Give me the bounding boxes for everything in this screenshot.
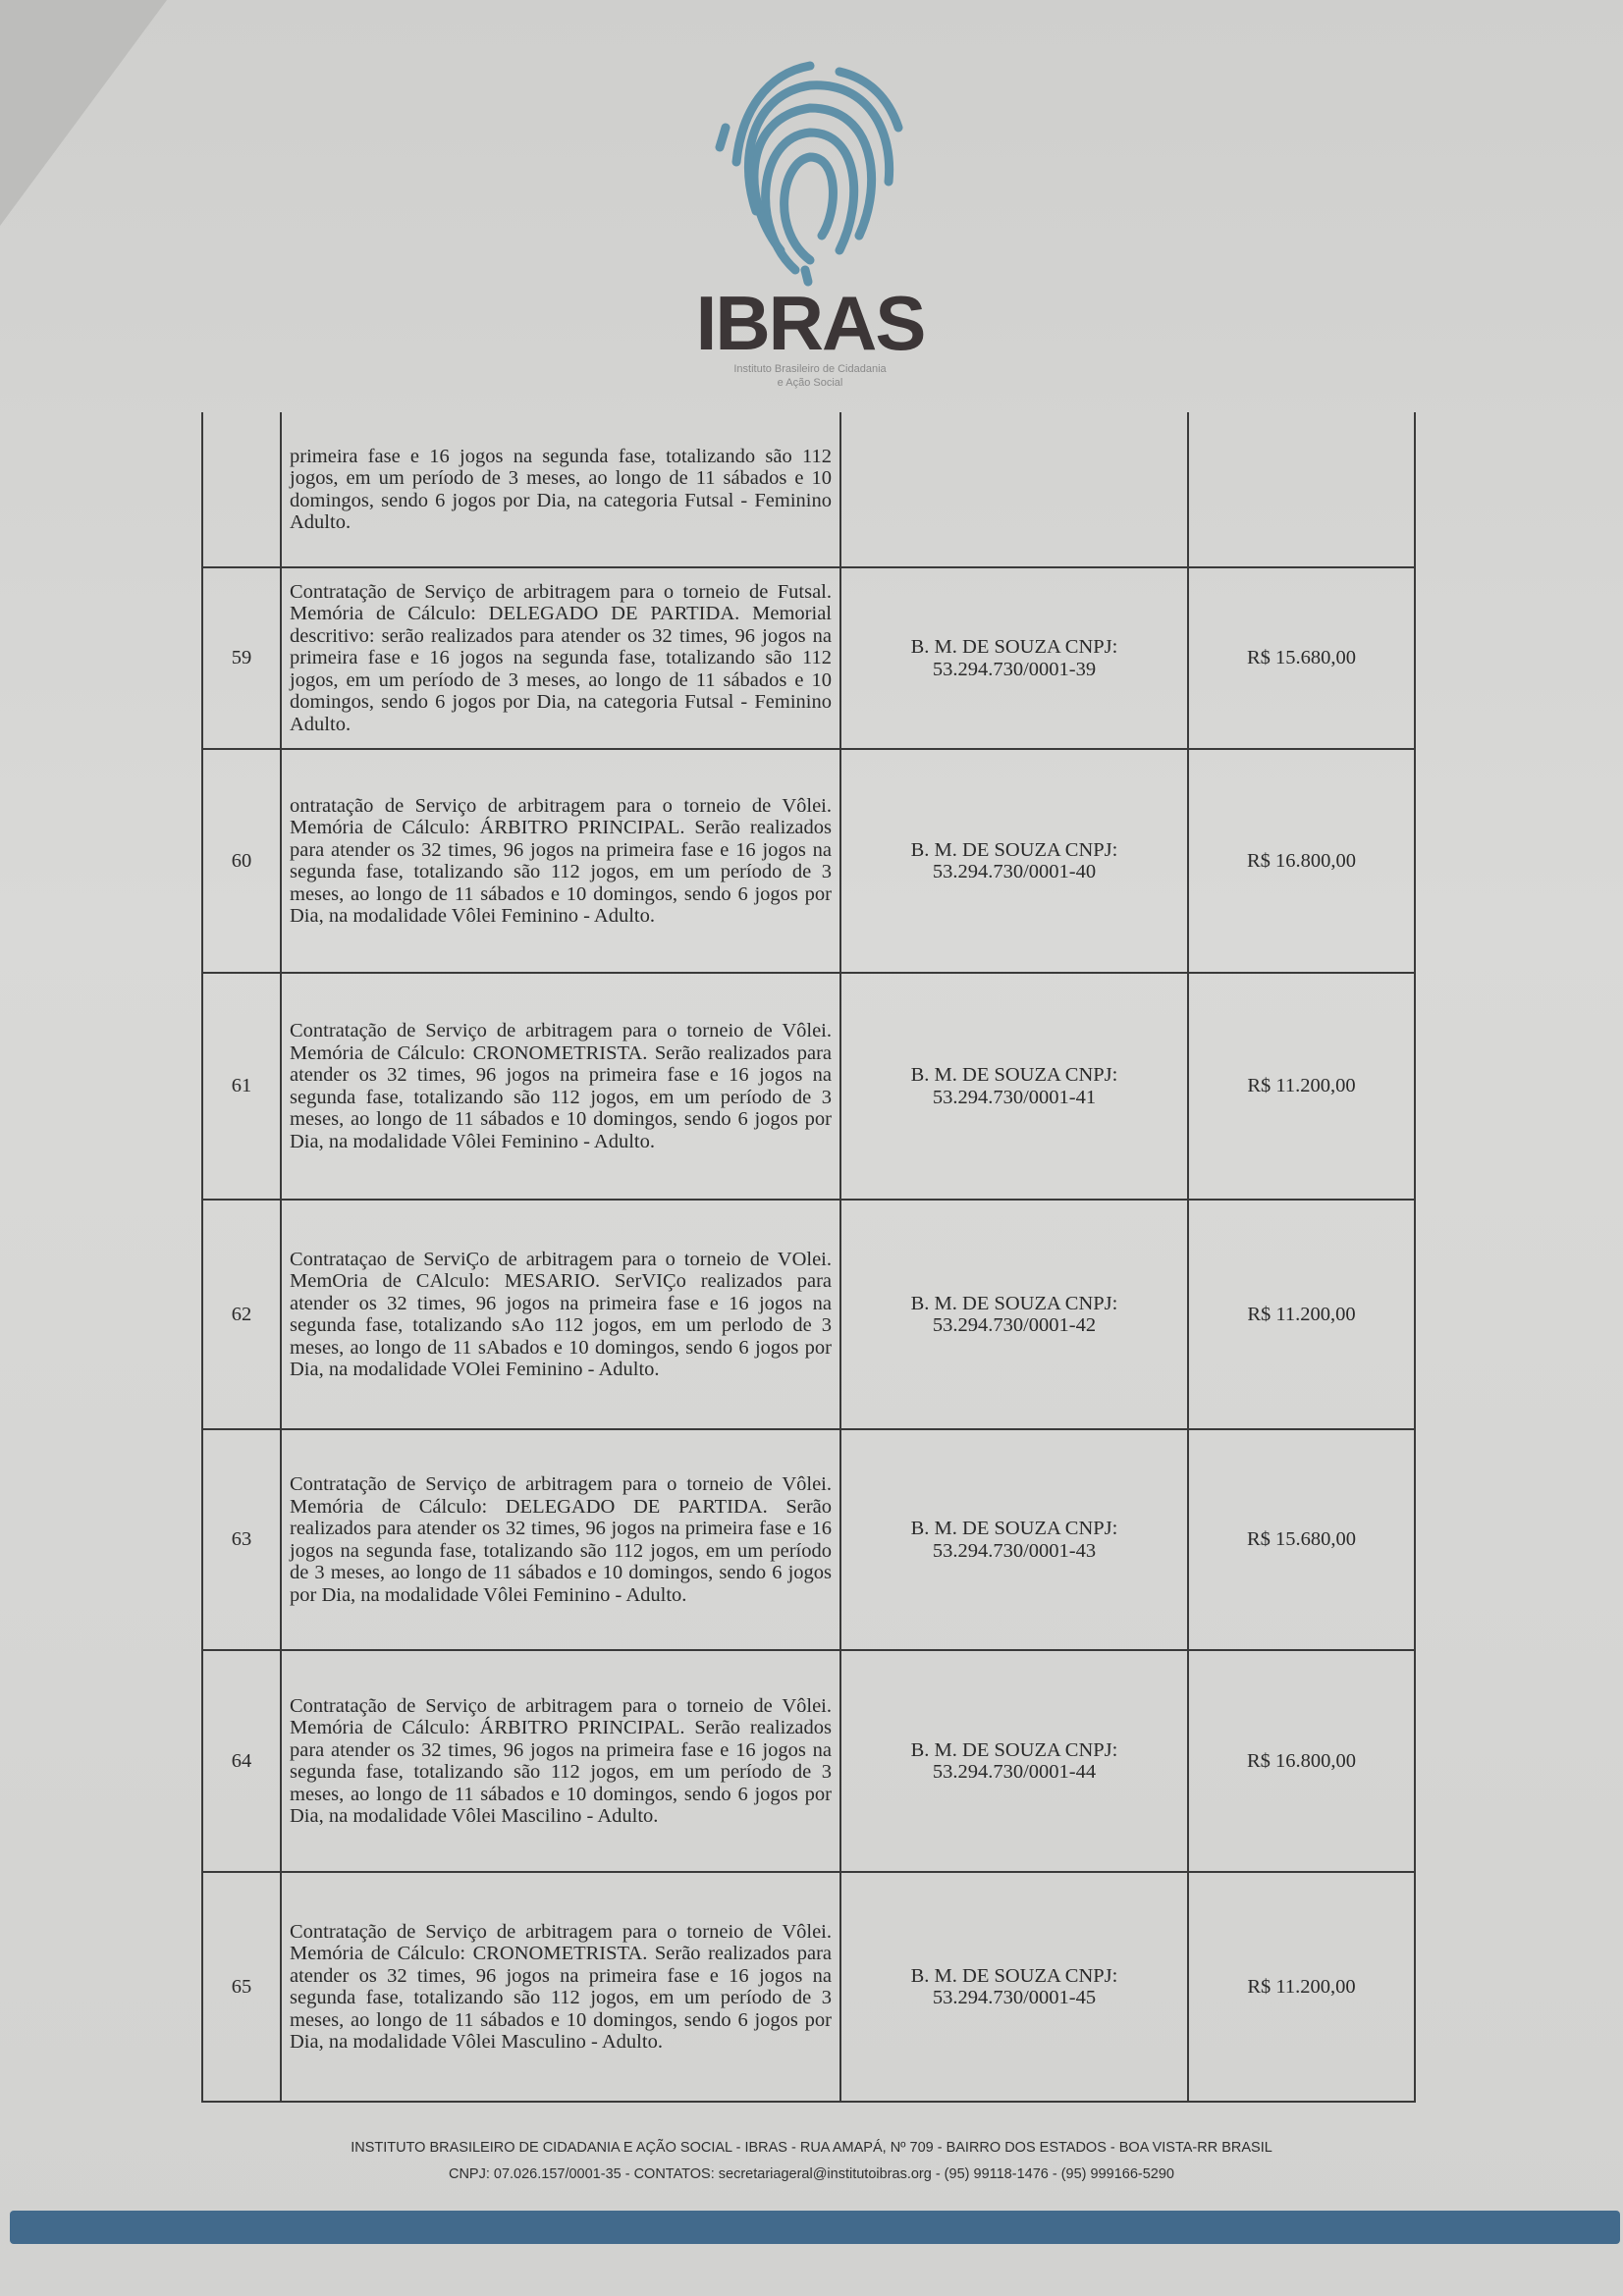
table-row xyxy=(202,1429,1415,1650)
footer-contacts: CNPJ: 07.026.157/0001-35 - CONTATOS: secretariageral@institutoibras.org - (95) 99118-1476 - (95) 999166-5290 xyxy=(448,2166,1175,2182)
item-vendor xyxy=(840,1200,1188,1429)
table-row xyxy=(202,567,1415,749)
vendor-cnpj: 53.294.730/0001-39 xyxy=(932,658,1097,680)
vendor-cnpj: 53.294.730/0001-43 xyxy=(932,1539,1097,1562)
item-value: R$ 15.680,00 xyxy=(1188,1429,1415,1650)
footer-address: INSTITUTO BRASILEIRO DE CIDADANIA E AÇÃO SOCIAL - IBRAS - RUA AMAPÁ, Nº 709 - BAIRRO DOS ESTADOS - BOA VISTA-RR BRASIL xyxy=(351,2140,1272,2156)
item-number: 65 xyxy=(202,1872,281,2102)
item-vendor xyxy=(840,973,1188,1200)
item-description: Contrataçao de ServiÇo de arbitragem para o torneio de VOlei. MemOria de CAlculo: MESARIO. SerVIÇo realizados para atender os 32 times, 96 jogos na primeira fase e 16 jogos na segunda fase, totalizando sAo 112 jogos, em um perlodo de 3 meses, ao longo de 11 sAbados e 10 domingos, sendo 6 jogos por Dia, na modalidade VOlei Feminino - Adulto. xyxy=(281,1200,840,1429)
vendor-name: B. M. DE SOUZA CNPJ: xyxy=(910,838,1118,861)
item-vendor xyxy=(840,1429,1188,1650)
table-row xyxy=(202,1872,1415,2102)
item-vendor xyxy=(840,749,1188,973)
table-row xyxy=(202,749,1415,973)
vendor-name: B. M. DE SOUZA CNPJ: xyxy=(910,1964,1118,1987)
item-number: 61 xyxy=(202,973,281,1200)
fingerprint-map-icon xyxy=(712,54,908,290)
item-value: R$ 16.800,00 xyxy=(1188,1650,1415,1872)
item-vendor xyxy=(840,567,1188,749)
vendor-name: B. M. DE SOUZA CNPJ: xyxy=(910,636,1118,658)
item-vendor xyxy=(840,412,1188,567)
item-number xyxy=(202,412,281,567)
vendor-cnpj: 53.294.730/0001-41 xyxy=(932,1086,1097,1108)
item-description: Contratação de Serviço de arbitragem para o torneio de Futsal. Memória de Cálculo: DELEGADO DE PARTIDA. Memorial descritivo: serão realizados para atender os 32 times, 96 jogos na primeira fase e 16 jogos na segunda fase, totalizando são 112 jogos, em um período de 3 meses, ao longo de 11 sábados e 10 domingos, sendo 6 jogos por Dia, na categoria Futsal - Feminino Adulto. xyxy=(281,567,840,749)
table-row xyxy=(202,1200,1415,1429)
logo-text: IBRAS xyxy=(695,280,925,366)
vendor-name: B. M. DE SOUZA CNPJ: xyxy=(910,1518,1118,1539)
item-vendor xyxy=(840,1872,1188,2102)
vendor-cnpj: 53.294.730/0001-44 xyxy=(932,1761,1097,1783)
item-value xyxy=(1188,412,1415,567)
item-description: primeira fase e 16 jogos na segunda fase, totalizando são 112 jogos, em um período de 3 meses, ao longo de 11 sábados e 10 domingos, sendo 6 jogos por Dia, na categoria Futsal - Feminino Adulto. xyxy=(281,412,840,567)
vendor-name: B. M. DE SOUZA CNPJ: xyxy=(910,1738,1118,1761)
table-row-continuation xyxy=(202,412,1415,567)
item-value: R$ 11.200,00 xyxy=(1188,1200,1415,1429)
vendor-cnpj: 53.294.730/0001-42 xyxy=(932,1314,1097,1336)
page-shadow-corner xyxy=(0,0,167,226)
footer-accent-bar xyxy=(10,2211,1620,2244)
item-description: Contratação de Serviço de arbitragem para o torneio de Vôlei. Memória de Cálculo: ÁRBITRO PRINCIPAL. Serão realizados para atender os 32 times, 96 jogos na primeira fase e 16 jogos na segunda fase, totalizando são 112 jogos, em um período de 3 meses, ao longo de 11 sábados e 10 domingos, sendo 6 jogos por Dia, na modalidade Vôlei Mascilino - Adulto. xyxy=(281,1650,840,1872)
ibras-logo xyxy=(677,54,943,398)
items-table xyxy=(201,412,1416,2103)
item-description: Contratação de Serviço de arbitragem para o torneio de Vôlei. Memória de Cálculo: DELEGADO DE PARTIDA. Serão realizados para atender os 32 times, 96 jogos na primeira fase e 16 jogos na segunda fase, totalizando são 112 jogos, em um período de 3 meses, ao longo de 11 sábados e 10 domingos, sendo 6 jogos por Dia, na modalidade Vôlei Feminino - Adulto. xyxy=(281,1429,840,1650)
vendor-name: B. M. DE SOUZA CNPJ: xyxy=(910,1064,1118,1086)
item-number: 59 xyxy=(202,567,281,749)
table-row xyxy=(202,973,1415,1200)
item-number: 62 xyxy=(202,1200,281,1429)
item-description: Contratação de Serviço de arbitragem para o torneio de Vôlei. Memória de Cálculo: CRONOMETRISTA. Serão realizados para atender os 32 times, 96 jogos na primeira fase e 16 jogos na segunda fase, totalizando são 112 jogos, em um período de 3 meses, ao longo de 11 sábados e 10 domingos, sendo 6 jogos por Dia, na modalidade Vôlei Masculino - Adulto. xyxy=(281,1872,840,2102)
item-value: R$ 11.200,00 xyxy=(1188,1872,1415,2102)
vendor-name: B. M. DE SOUZA CNPJ: xyxy=(910,1292,1118,1314)
vendor-cnpj: 53.294.730/0001-40 xyxy=(932,861,1097,882)
logo-subtitle: Instituto Brasileiro de Cidadania xyxy=(733,363,887,375)
item-number: 64 xyxy=(202,1650,281,1872)
item-value: R$ 11.200,00 xyxy=(1188,973,1415,1200)
table-row xyxy=(202,1650,1415,1872)
item-value: R$ 16.800,00 xyxy=(1188,749,1415,973)
item-description: ontratação de Serviço de arbitragem para o torneio de Vôlei. Memória de Cálculo: ÁRBITRO PRINCIPAL. Serão realizados para atender os 32 times, 96 jogos na primeira fase e 16 jogos na segunda fase, totalizando são 112 jogos, em um período de 3 meses, ao longo de 11 sábados e 10 domingos, sendo 6 jogos por Dia, na modalidade Vôlei Feminino - Adulto. xyxy=(281,749,840,973)
item-description: Contratação de Serviço de arbitragem para o torneio de Vôlei. Memória de Cálculo: CRONOMETRISTA. Serão realizados para atender os 32 times, 96 jogos na primeira fase e 16 jogos na segunda fase, totalizando são 112 jogos, em um período de 3 meses, ao longo de 11 sábados e 10 domingos, sendo 6 jogos por Dia, na modalidade Vôlei Feminino - Adulto. xyxy=(281,973,840,1200)
item-number: 60 xyxy=(202,749,281,973)
item-number: 63 xyxy=(202,1429,281,1650)
logo-subtitle: e Ação Social xyxy=(777,377,843,389)
item-vendor xyxy=(840,1650,1188,1872)
item-value: R$ 15.680,00 xyxy=(1188,567,1415,749)
vendor-cnpj: 53.294.730/0001-45 xyxy=(932,1987,1097,2008)
